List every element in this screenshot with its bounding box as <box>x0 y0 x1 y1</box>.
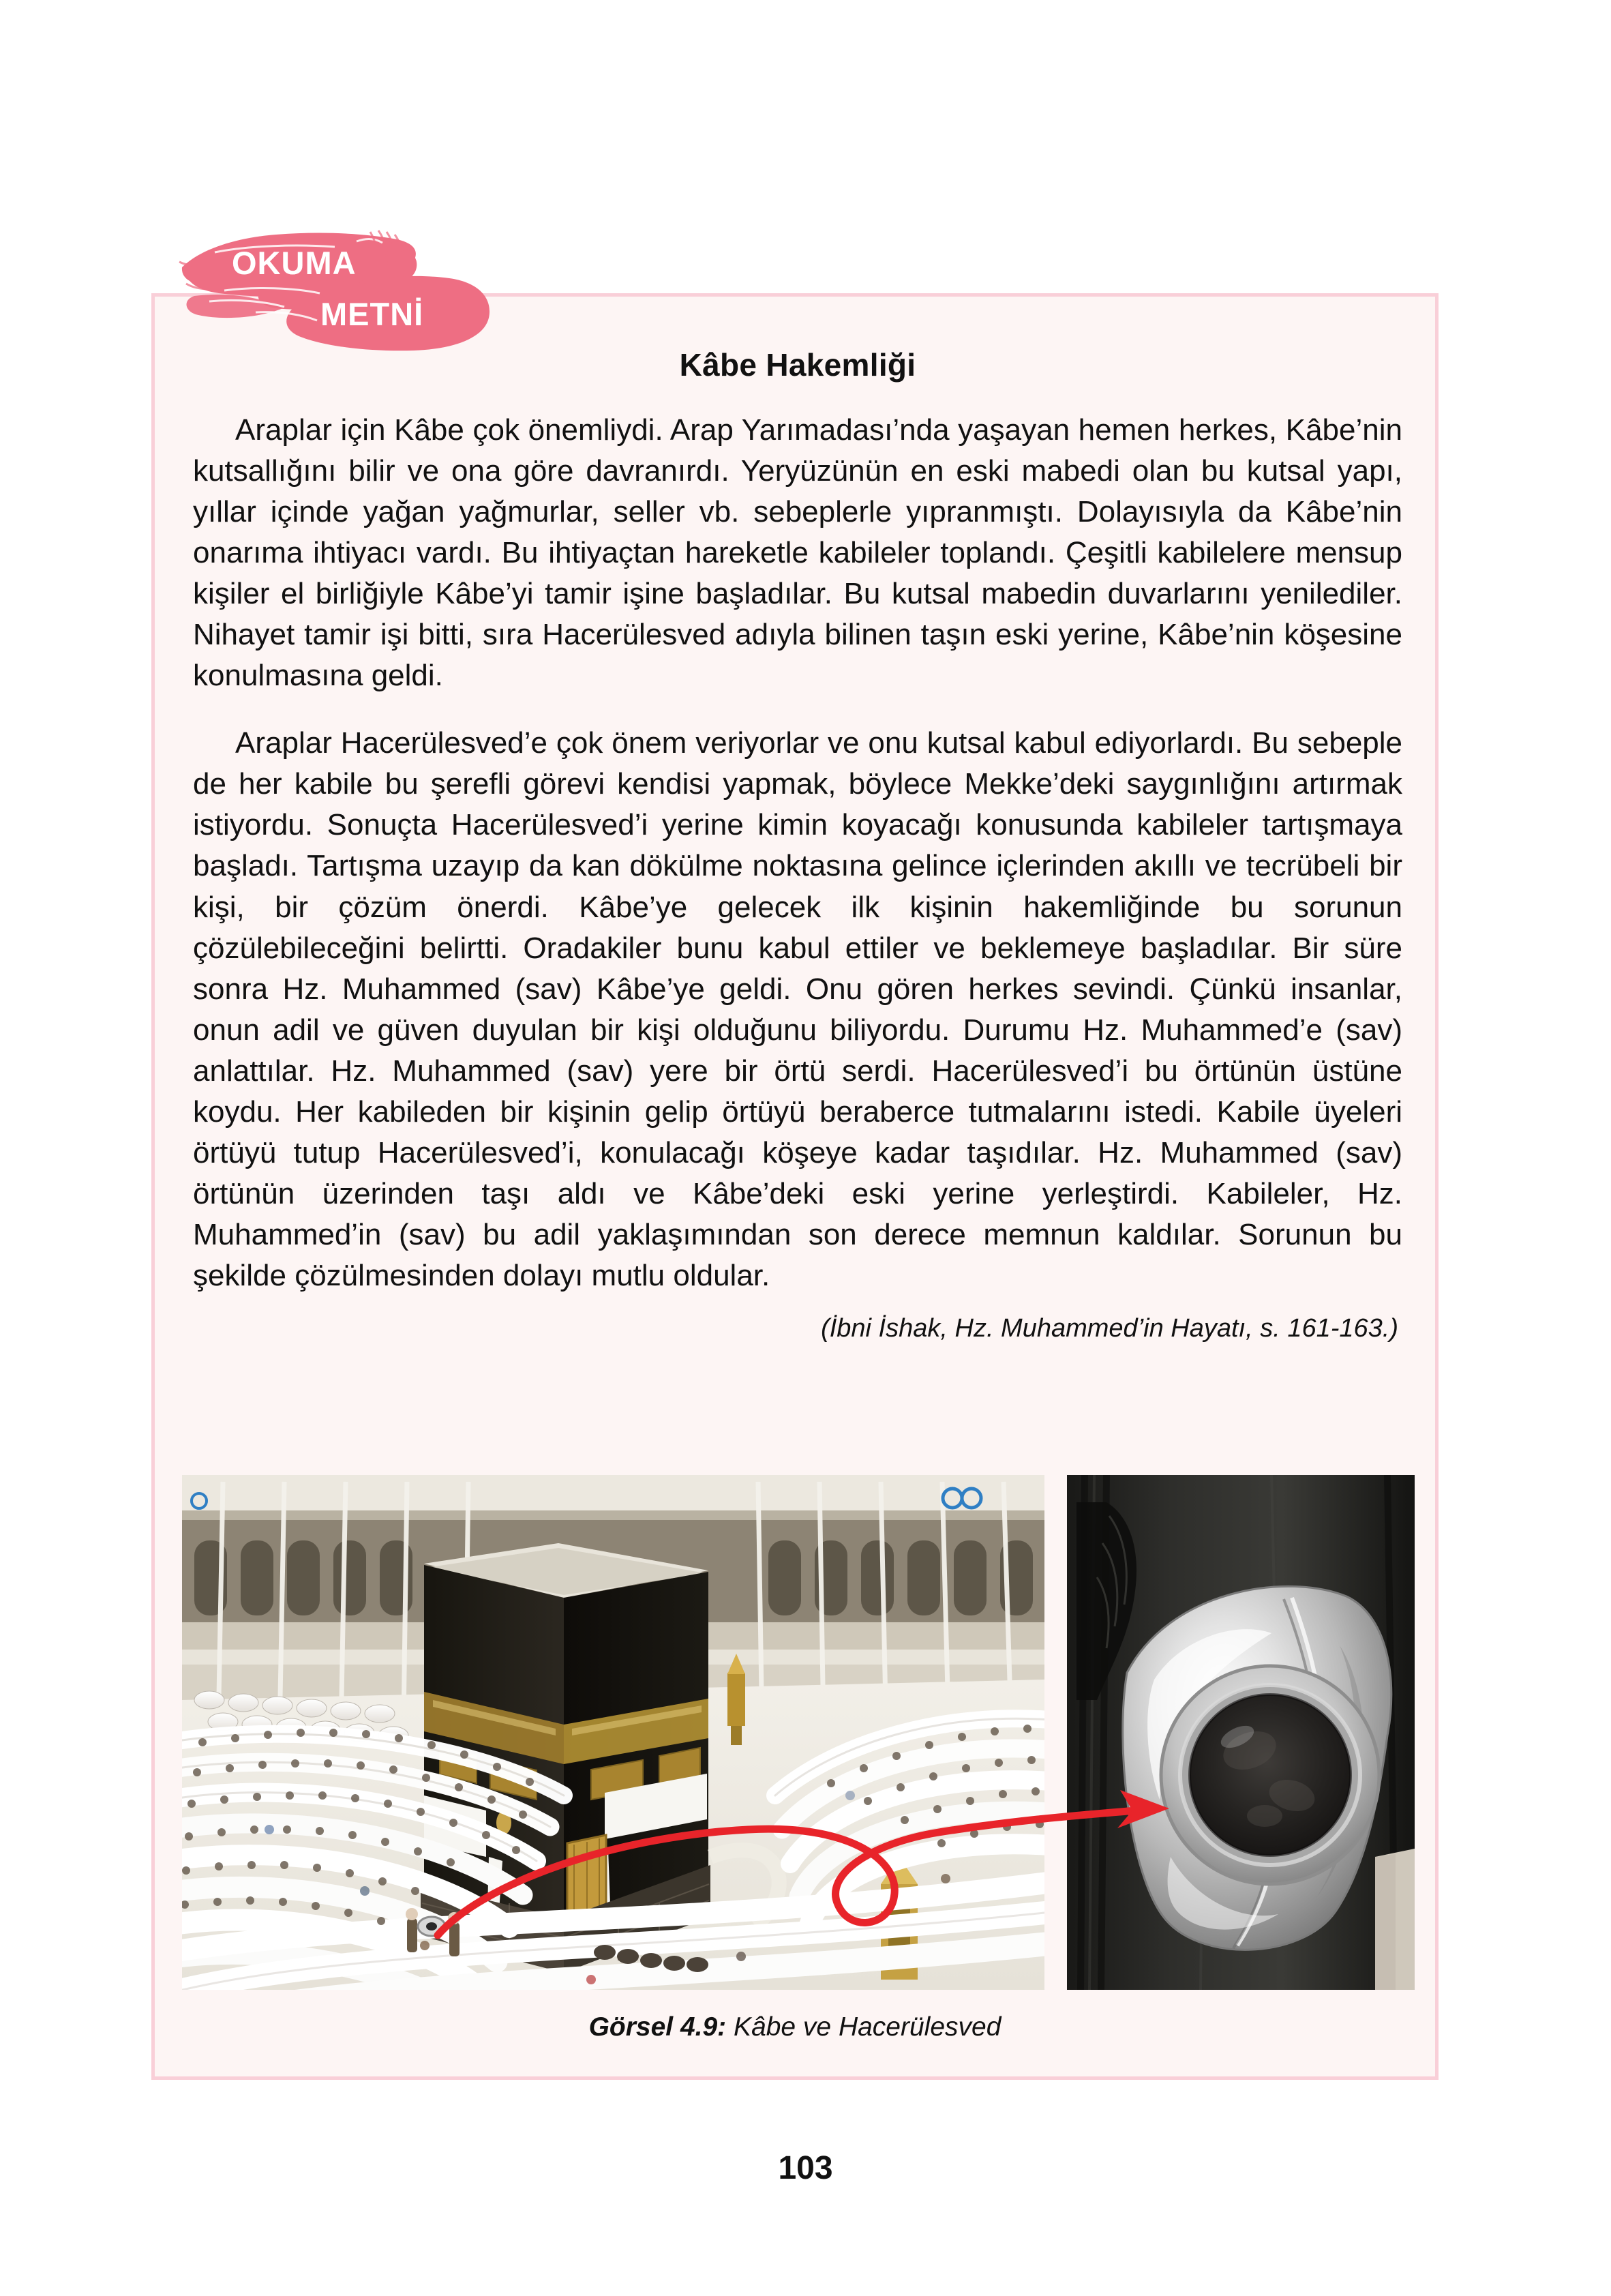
okuma-metni-badge <box>174 225 494 355</box>
figure-caption <box>155 2012 1435 2042</box>
figure-caption-text: Kâbe ve Hacerülesved <box>726 2012 1002 2042</box>
badge-line-1: OKUMA <box>232 245 357 281</box>
source-attribution: (İbni İshak, Hz. Muhammed’in Hayatı, s. 161-163.) <box>821 1313 1398 1343</box>
figure-caption-label: Görsel 4.9: <box>588 2012 727 2042</box>
article-text-area <box>167 303 1428 1343</box>
page-title: Kâbe Hakemliği <box>679 347 916 383</box>
kaaba-photo <box>182 1475 1044 1990</box>
badge-line-2: METNİ <box>320 296 424 332</box>
page-number: 103 <box>778 2150 833 2186</box>
figure-row <box>162 1475 1435 1993</box>
paragraph-1: Araplar için Kâbe çok önemliydi. Arap Yarımadası’nda yaşayan hemen herkes, Kâbe’nin kutsallığını bilir ve ona göre davranırdı. Yeryüzünün en eski mabedi olan bu kutsal yapı, yıllar içinde yağan yağmurlar, seller vb. sebeplerle yıpranmıştı. Dolayısıyla da Kâbe’nin onarıma ihtiyacı vardı. Bu ihtiyaçtan hareketle kabileler toplandı. Çeşitli kabilelere mensup kişiler el birliğiyle Kâbe’yi tamir işine başladılar. Bu kutsal mabedin duvarlarını yenilediler. Nihayet tamir işi bitti, sıra Hacerülesved adıyla bilinen taşın eski yerine, Kâbe’nin köşesine konulmasına geldi. <box>193 413 1402 693</box>
reading-text-panel <box>151 293 1439 2080</box>
paragraph-2: Araplar Hacerülesved’e çok önem veriyorlar ve onu kutsal kabul ediyorlardı. Bu sebeple de her kabile bu şerefli görevi kendisi yapmak, böylece Mekke’deki saygınlığını artırmak istiyordu. Sonuçta Hacerülesved’i yerine kimin koyacağı konusunda kabileler tartışmaya başladı. Tartışma uzayıp da kan dökülme noktasına gelince içlerinden akıllı ve tecrübeli bir kişi, bir çözüm önerdi. Kâbe’ye gelecek ilk kişinin hakemliğinde bu sorunun çözülebileceğini belirtti. Oradakiler bunu kabul ettiler ve beklemeye başladılar. Bir süre sonra Hz. Muhammed (sav) Kâbe’ye geldi. Onu gören herkes sevindi. Çünkü insanlar, onun adil ve güven duyulan bir kişi olduğunu biliyordu. Durumu Hz. Muhammed’e (sav) anlattılar. Hz. Muhammed (sav) yere bir örtü serdi. Hacerülesved’i bu örtünün üstüne koydu. Her kabileden bir kişinin gelip örtüyü beraberce tutmalarını istedi. Kabile üyeleri örtüyü tutup Hacerülesved’i, konulacağı köşeye kadar taşıdılar. Hz. Muhammed (sav) örtünün üzerinden taşı aldı ve Kâbe’deki eski yerine yerleştirdi. Kabileler, Hz. Muhammed’in (sav) bu adil yaklaşımından son derece memnun kaldılar. Sorunun bu şekilde çözülmesinden dolayı mutlu oldular. <box>193 726 1402 1292</box>
black-stone-photo <box>1067 1475 1415 1990</box>
